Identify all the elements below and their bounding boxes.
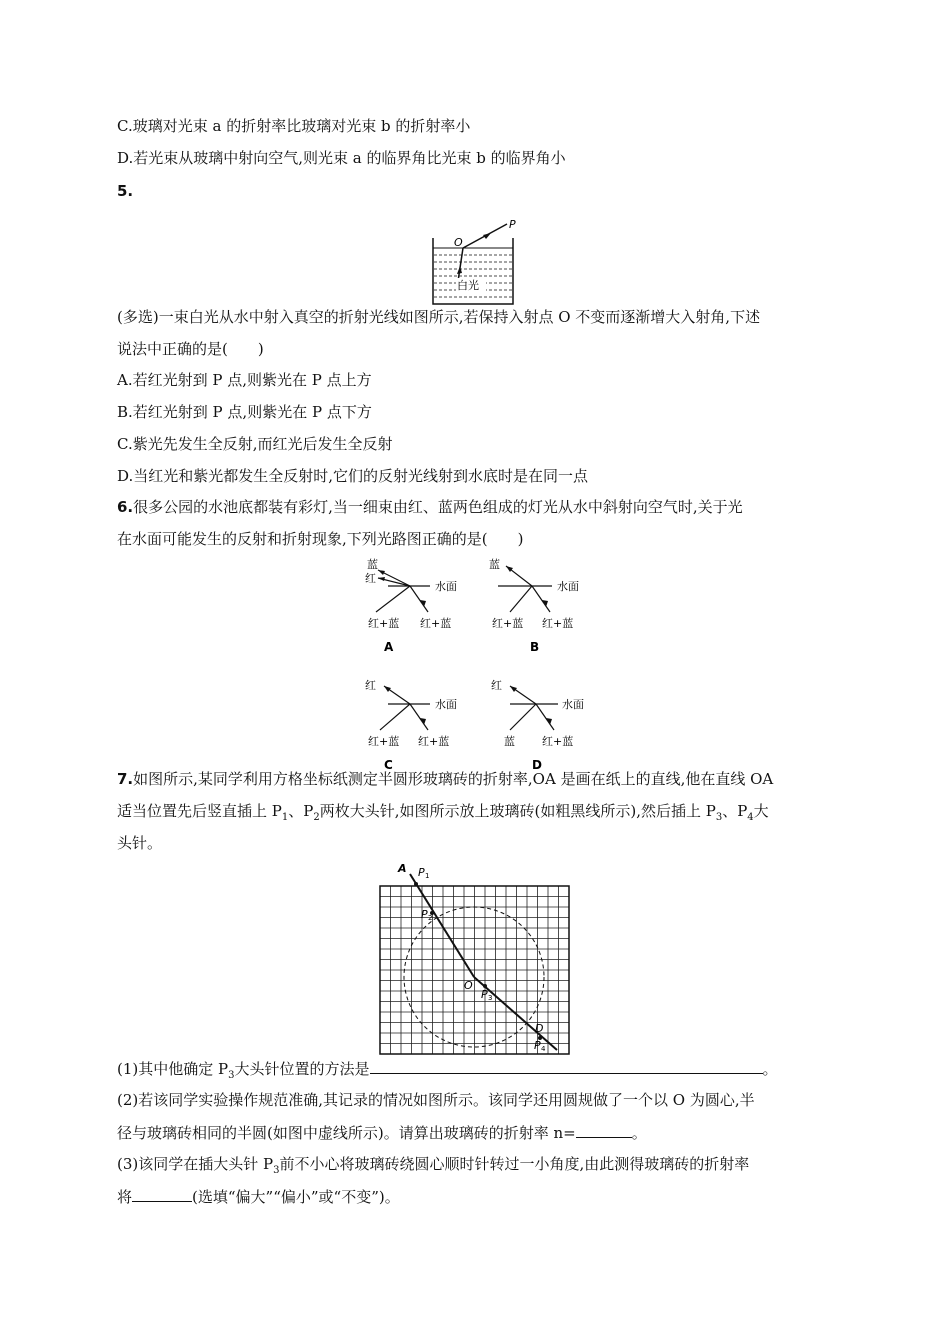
q6-diagram-c — [358, 674, 468, 774]
q6a-label-blue: 蓝 — [367, 558, 378, 571]
q6a-label-red: 红 — [365, 572, 376, 585]
q6a-bottom-right: 红+蓝 — [420, 617, 452, 630]
q5-option-b: B.若红光射到 P 点,则紫光在 P 点下方 — [117, 403, 372, 421]
q7-label-p3: P — [481, 988, 488, 1001]
q5-label-light: 白光 — [457, 279, 479, 292]
q5-figure — [425, 208, 525, 308]
q7-part3-line2: 将 (选填“偏大”“偏小”或“不变”)。 — [117, 1188, 400, 1206]
q7-part2-line1: (2)若该同学实验操作规范准确,其记录的情况如图所示。该同学还用圆规做了一个以 O 为圆心,半 — [117, 1091, 755, 1109]
q6c-water-label: 水面 — [435, 698, 457, 711]
q5-number: 5. — [117, 182, 134, 200]
q6a-letter: A — [384, 640, 394, 654]
q6a-bottom-left: 红+蓝 — [368, 617, 400, 630]
q7-label-o: O — [464, 979, 473, 992]
q6-stem-line2: 在水面可能发生的反射和折射现象,下列光路图正确的是( ) — [117, 530, 524, 548]
q7-label-a: A — [398, 862, 407, 875]
svg-text:1: 1 — [425, 872, 430, 880]
q6b-bottom-left: 红+蓝 — [492, 617, 524, 630]
q7-part2-answer-blank[interactable] — [576, 1122, 632, 1138]
q6d-water-label: 水面 — [562, 698, 584, 711]
q7-label-p4: P — [534, 1039, 541, 1052]
q7-number: 7. — [117, 770, 134, 788]
q5-stem-line1: (多选)一束白光从水中射入真空的折射光线如图所示,若保持入射点 O 不变而逐渐增大入射角,下述 — [117, 308, 761, 326]
q5-stem-line2: 说法中正确的是( ) — [117, 340, 264, 358]
q6-stem-line1: 6.很多公园的水池底都装有彩灯,当一细束由红、蓝两色组成的灯光从水中斜射向空气时,关于光 — [117, 498, 743, 516]
q7-figure — [372, 858, 582, 1058]
q6-number: 6. — [117, 498, 134, 516]
q6c-bottom-left: 红+蓝 — [368, 735, 400, 748]
q6-diagram-a — [358, 556, 468, 656]
q7-label-p1: P — [418, 866, 425, 879]
q7-label-p2: P — [421, 908, 428, 921]
q6b-water-label: 水面 — [557, 580, 579, 593]
q6b-bottom-right: 红+蓝 — [542, 617, 574, 630]
svg-text:4: 4 — [541, 1045, 546, 1053]
q7-part2-line2: 径与玻璃砖相同的半圆(如图中虚线所示)。请算出玻璃砖的折射率 n= 。 — [117, 1124, 647, 1142]
q6-diagram-d — [480, 674, 590, 774]
q6b-letter: B — [530, 640, 540, 654]
q5-option-c: C.紫光先发生全反射,而红光后发生全反射 — [117, 435, 393, 453]
q7-stem-line2: 适当位置先后竖直插上 $P_1$、$P_2$两枚大头针,如图所示放上玻璃砖(如粗黑线所示),然后插上 $P_3$、$P_4$大 — [117, 802, 769, 823]
q5-option-d: D.当红光和紫光都发生全反射时,它们的反射光线射到水底时是在同一点 — [117, 467, 589, 485]
q7-label-d: D — [535, 1022, 544, 1035]
q6d-bottom-left: 蓝 — [504, 735, 515, 748]
q6-diagram-b — [480, 556, 590, 656]
svg-text:2: 2 — [428, 914, 433, 922]
q6d-bottom-right: 红+蓝 — [542, 735, 574, 748]
q5-label-o: O — [454, 236, 463, 249]
q6c-letter: C — [384, 758, 393, 772]
q7-part3-line1: (3)该同学在插大头针 $P_3$前不小心将玻璃砖绕圆心顺时针转过一小角度,由此测得玻璃砖的折射率 — [117, 1155, 750, 1176]
q4-option-d: D.若光束从玻璃中射向空气,则光束 a 的临界角比光束 b 的临界角小 — [117, 149, 566, 167]
q6d-label-red: 红 — [491, 679, 502, 692]
q7-part1: (1)其中他确定 $P_3$大头针位置的方法是 。 — [117, 1060, 778, 1081]
q6c-label-red: 红 — [365, 679, 376, 692]
q7-part3-answer-blank[interactable] — [132, 1186, 192, 1202]
q7-stem-line1: 7.如图所示,某同学利用方格坐标纸测定半圆形玻璃砖的折射率,OA 是画在纸上的直线,他在直线 OA — [117, 770, 774, 788]
q7-stem-line3: 头针。 — [117, 834, 163, 852]
q5-label-p: P — [509, 218, 516, 231]
q6a-water-label: 水面 — [435, 580, 457, 593]
q5-option-a: A.若红光射到 P 点,则紫光在 P 点上方 — [117, 371, 372, 389]
q7-part1-answer-blank[interactable] — [370, 1058, 763, 1074]
q6c-bottom-right: 红+蓝 — [418, 735, 450, 748]
q6b-label-blue: 蓝 — [489, 558, 500, 571]
q6d-letter: D — [532, 758, 542, 772]
q4-option-c: C.玻璃对光束 a 的折射率比玻璃对光束 b 的折射率小 — [117, 117, 471, 135]
svg-text:3: 3 — [488, 994, 493, 1002]
